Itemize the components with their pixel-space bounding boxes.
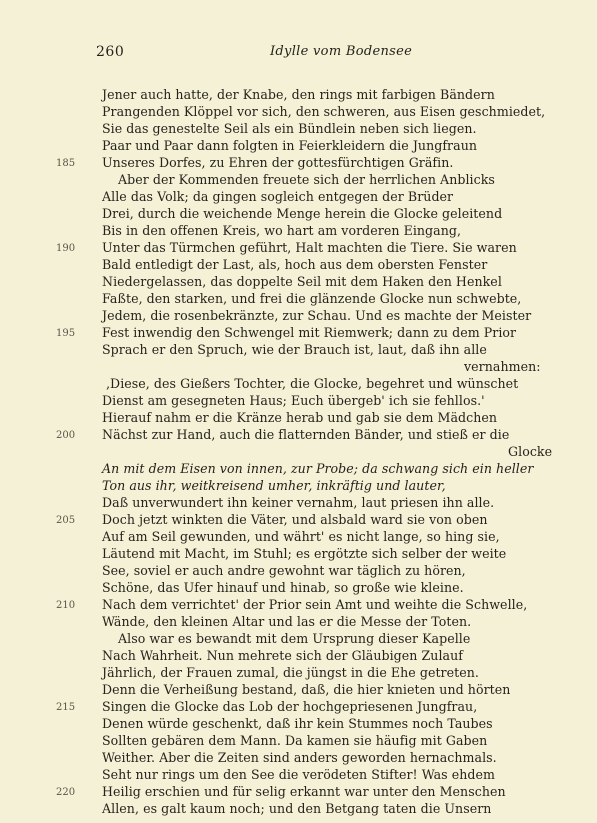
text-line: Doch jetzt winkten die Väter, und alsbald ward sie von oben [102, 512, 488, 527]
text-line: Unseres Dorfes, zu Ehren der gottesfürchtigen Gräfin. [102, 155, 454, 170]
text-line: Daß unverwundert ihn keiner vernahm, laut priesen ihn alle. [102, 495, 495, 510]
text-line: ‚Diese, des Gießers Tochter, die Glocke, begehret und wünschet [106, 376, 519, 391]
text-line: Glocke [508, 444, 553, 459]
text-line: Sollten gebären dem Mann. Da kamen sie häufig mit Gaben [102, 733, 488, 748]
text-line: Heilig erschien und für selig erkannt war unter den Menschen [102, 784, 506, 799]
verse-number: 205 [56, 515, 76, 526]
text-line: Bis in den offenen Kreis, wo hart am vorderen Eingang, [102, 223, 462, 238]
text-line: Alle das Volk; da gingen sogleich entgegen der Brüder [102, 189, 454, 204]
text-line: Allen, es galt kaum noch; und den Betgang taten die Unsern [102, 801, 492, 816]
verse-number: 195 [56, 328, 76, 339]
text-line: vernahmen: [464, 359, 541, 374]
text-line: Nächst zur Hand, auch die flatternden Bänder, und stieß er die [102, 427, 510, 442]
text-line: Nach Wahrheit. Nun mehrete sich der Gläubigen Zulauf [102, 648, 463, 663]
text-line: An mit dem Eisen von innen, zur Probe; da schwang sich ein heller [102, 461, 534, 476]
text-line: Unter das Türmchen geführt, Halt machten die Tiere. Sie waren [102, 240, 517, 255]
text-line: Jedem, die rosenbekränzte, zur Schau. Und es machte der Meister [102, 308, 532, 323]
text-line: Fest inwendig den Schwengel mit Riemwerk; dann zu dem Prior [102, 325, 517, 340]
text-line: Auf am Seil gewunden, und währt' es nicht lange, so hing sie, [102, 529, 500, 544]
text-line: Prangenden Klöppel vor sich, den schweren, aus Eisen geschmiedet, [102, 104, 546, 119]
text-line: See, soviel er auch andre gewohnt war täglich zu hören, [102, 563, 466, 578]
page-number: 260 [96, 44, 125, 60]
text-line: Sprach er den Spruch, wie der Brauch ist, laut, daß ihn alle [102, 342, 487, 357]
text-line: Jener auch hatte, der Knabe, den rings mit farbigen Bändern [102, 87, 495, 102]
verse-number: 210 [56, 600, 76, 611]
text-line: Denn die Verheißung bestand, daß, die hier knieten und hörten [102, 682, 511, 697]
verse-number: 220 [56, 787, 76, 798]
text-line: Singen die Glocke das Lob der hochgepriesenen Jungfrau, [102, 699, 478, 714]
text-line: Jährlich, der Frauen zumal, die jüngst in die Ehe getreten. [102, 665, 479, 680]
verse-number: 185 [56, 158, 76, 169]
text-line: Läutend mit Macht, im Stuhl; es ergötzte sich selber der weite [102, 546, 507, 561]
text-line: Weither. Aber die Zeiten sind anders geworden hernachmals. [102, 750, 497, 765]
text-line: Wände, den kleinen Altar und las er die Messe der Toten. [102, 614, 472, 629]
verse-number: 200 [56, 430, 76, 441]
text-line: Aber der Kommenden freuete sich der herrlichen Anblicks [118, 172, 495, 187]
verse-number: 190 [56, 243, 76, 254]
text-line: Dienst am gesegneten Haus; Euch übergeb' ich sie fehllos.' [102, 393, 485, 408]
text-line: Denen würde geschenkt, daß ihr kein Stummes noch Taubes [102, 716, 493, 731]
running-title: Idylle vom Bodensee [270, 44, 413, 59]
text-line: Faßte, den starken, und frei die glänzende Glocke nun schwebte, [102, 291, 522, 306]
text-line: Paar und Paar dann folgten in Feierkleidern die Jungfraun [102, 138, 478, 153]
text-line: Hierauf nahm er die Kränze herab und gab sie dem Mädchen [102, 410, 498, 425]
verse-number: 215 [56, 702, 76, 713]
text-line: Niedergelassen, das doppelte Seil mit dem Haken den Henkel [102, 274, 502, 289]
text-line: Sie das genestelte Seil als ein Bündlein neben sich liegen. [102, 121, 477, 136]
text-line: Bald entledigt der Last, als, hoch aus dem obersten Fenster [102, 257, 488, 272]
text-line: Seht nur rings um den See die verödeten Stifter! Was ehdem [102, 767, 495, 782]
text-line: Also war es bewandt mit dem Ursprung dieser Kapelle [118, 631, 471, 646]
text-line: Schöne, das Ufer hinauf und hinab, so große wie kleine. [102, 580, 464, 595]
text-line: Ton aus ihr, weitkreisend umher, inkräftig und lauter, [102, 478, 446, 493]
text-line: Nach dem verrichtet' der Prior sein Amt und weihte die Schwelle, [102, 597, 528, 612]
text-line: Drei, durch die weichende Menge herein die Glocke geleitend [102, 206, 503, 221]
